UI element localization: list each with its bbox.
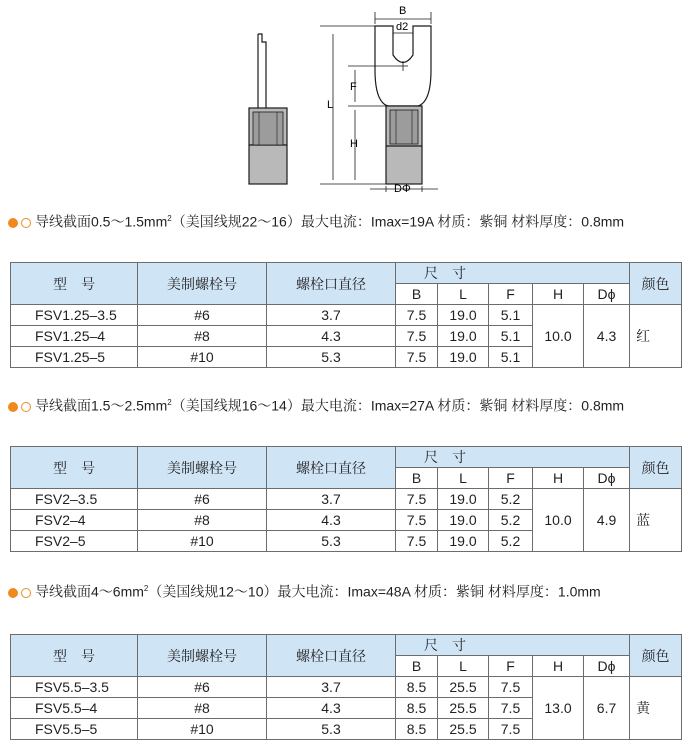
cell-model: FSV2–3.5 [11, 489, 138, 510]
dim-l-label: L [327, 99, 334, 111]
cell-f: 5.1 [489, 326, 533, 347]
col-color-header: 颜色 [630, 263, 682, 305]
table-row [11, 305, 682, 326]
cell-color: 黄 [630, 677, 682, 740]
cell-model: FSV1.25–4 [11, 326, 138, 347]
cell-us-bolt: #6 [138, 305, 267, 326]
col-bolt-dia-header: 螺栓口直径 [267, 263, 396, 305]
cell-bolt-dia: 3.7 [267, 677, 396, 698]
cell-us-bolt: #8 [138, 698, 267, 719]
heading-sup: 2 [143, 584, 149, 593]
cell-h: 10.0 [533, 489, 584, 552]
cell-bolt-dia: 5.3 [267, 719, 396, 740]
col-color-header: 颜色 [630, 447, 682, 489]
col-bolt-dia-header: 螺栓口直径 [267, 635, 396, 677]
col-h-header: H [533, 656, 584, 677]
side-view [249, 34, 287, 184]
cell-b: 8.5 [396, 677, 438, 698]
cell-d: 4.9 [584, 489, 630, 552]
cell-color: 红 [630, 305, 682, 368]
col-bolt-dia-header: 螺栓口直径 [267, 447, 396, 489]
bullet-dot-icon [8, 588, 18, 598]
col-us-bolt-header: 美制螺栓号 [138, 635, 267, 677]
cell-h: 10.0 [533, 305, 584, 368]
col-dims-header: 尺 寸 [396, 447, 630, 468]
cell-l: 19.0 [438, 305, 489, 326]
col-dims-header: 尺 寸 [396, 263, 630, 284]
bullet-ring-icon [21, 588, 31, 598]
cell-model: FSV5.5–4 [11, 698, 138, 719]
cell-f: 5.1 [489, 347, 533, 368]
cell-bolt-dia: 5.3 [267, 347, 396, 368]
col-model-header: 型 号 [11, 263, 138, 305]
cell-model: FSV2–4 [11, 510, 138, 531]
cell-color: 蓝 [630, 489, 682, 552]
dim-b-label: B [399, 5, 407, 17]
cell-bolt-dia: 5.3 [267, 531, 396, 552]
col-d-header: Dϕ [584, 656, 630, 677]
cell-l: 19.0 [438, 510, 489, 531]
table-row [11, 489, 682, 510]
cell-l: 25.5 [438, 698, 489, 719]
heading-text: 导线截面4～6mm [35, 583, 144, 600]
cell-h: 13.0 [533, 677, 584, 740]
col-us-bolt-header: 美制螺栓号 [138, 263, 267, 305]
cell-l: 19.0 [438, 531, 489, 552]
section-heading [8, 580, 601, 601]
cell-f: 7.5 [489, 698, 533, 719]
cell-b: 7.5 [396, 347, 438, 368]
cell-d: 4.3 [584, 305, 630, 368]
cell-bolt-dia: 4.3 [267, 326, 396, 347]
heading-text-rest: （美国线规12～10）最大电流：Imax=48A 材质：紫铜 材料厚度：1.0mm [148, 583, 601, 600]
bullet-dot-icon [8, 402, 18, 412]
col-b-header: B [396, 284, 438, 305]
cell-model: FSV1.25–3.5 [11, 305, 138, 326]
cell-d: 6.7 [584, 677, 630, 740]
cell-us-bolt: #10 [138, 347, 267, 368]
cell-l: 19.0 [438, 326, 489, 347]
cell-us-bolt: #8 [138, 510, 267, 531]
heading-text: 导线截面1.5～2.5mm [35, 397, 168, 414]
cell-bolt-dia: 3.7 [267, 489, 396, 510]
cell-b: 7.5 [396, 305, 438, 326]
cell-model: FSV2–5 [11, 531, 138, 552]
dim-d-label: DΦ [394, 183, 411, 195]
cell-b: 8.5 [396, 698, 438, 719]
col-b-header: B [396, 468, 438, 489]
col-color-header: 颜色 [630, 635, 682, 677]
heading-text-rest: （美国线规22～16）最大电流：Imax=19A 材质：紫铜 材料厚度：0.8mm [171, 213, 625, 230]
col-l-header: L [438, 468, 489, 489]
table-row [11, 677, 682, 698]
col-f-header: F [489, 468, 533, 489]
col-d-header: Dϕ [584, 468, 630, 489]
dim-f-label: F [350, 81, 357, 93]
cell-l: 19.0 [438, 347, 489, 368]
col-h-header: H [533, 468, 584, 489]
cell-us-bolt: #10 [138, 719, 267, 740]
cell-us-bolt: #6 [138, 677, 267, 698]
cell-model: FSV1.25–5 [11, 347, 138, 368]
heading-text-rest: （美国线规16～14）最大电流：Imax=27A 材质：紫铜 材料厚度：0.8mm [171, 397, 625, 414]
cell-b: 8.5 [396, 719, 438, 740]
col-l-header: L [438, 656, 489, 677]
dim-d2-label: d2 [396, 21, 409, 33]
col-f-header: F [489, 656, 533, 677]
section-heading [8, 210, 624, 231]
col-dims-header: 尺 寸 [396, 635, 630, 656]
terminal-drawing [230, 0, 460, 195]
cell-l: 25.5 [438, 719, 489, 740]
bullet-dot-icon [8, 218, 18, 228]
cell-bolt-dia: 4.3 [267, 510, 396, 531]
cell-f: 7.5 [489, 677, 533, 698]
spec-table [10, 446, 682, 552]
cell-f: 5.2 [489, 531, 533, 552]
cell-bolt-dia: 3.7 [267, 305, 396, 326]
cell-model: FSV5.5–5 [11, 719, 138, 740]
bullet-ring-icon [21, 218, 31, 228]
cell-f: 5.1 [489, 305, 533, 326]
col-d-header: Dϕ [584, 284, 630, 305]
col-model-header: 型 号 [11, 635, 138, 677]
cell-l: 25.5 [438, 677, 489, 698]
cell-us-bolt: #10 [138, 531, 267, 552]
heading-text: 导线截面0.5～1.5mm [35, 213, 168, 230]
cell-f: 7.5 [489, 719, 533, 740]
cell-l: 19.0 [438, 489, 489, 510]
col-h-header: H [533, 284, 584, 305]
col-l-header: L [438, 284, 489, 305]
spec-table [10, 262, 682, 368]
col-us-bolt-header: 美制螺栓号 [138, 447, 267, 489]
col-b-header: B [396, 656, 438, 677]
heading-sup: 2 [167, 398, 172, 407]
section-heading [8, 394, 624, 415]
col-model-header: 型 号 [11, 447, 138, 489]
cell-f: 5.2 [489, 489, 533, 510]
front-view [375, 26, 431, 184]
col-f-header: F [489, 284, 533, 305]
cell-b: 7.5 [396, 510, 438, 531]
dim-h-label: H [350, 138, 358, 150]
cell-b: 7.5 [396, 531, 438, 552]
cell-us-bolt: #8 [138, 326, 267, 347]
spec-table [10, 634, 682, 740]
heading-sup: 2 [167, 214, 172, 223]
cell-b: 7.5 [396, 326, 438, 347]
cell-us-bolt: #6 [138, 489, 267, 510]
cell-b: 7.5 [396, 489, 438, 510]
bullet-ring-icon [21, 402, 31, 412]
cell-f: 5.2 [489, 510, 533, 531]
cell-bolt-dia: 4.3 [267, 698, 396, 719]
cell-model: FSV5.5–3.5 [11, 677, 138, 698]
